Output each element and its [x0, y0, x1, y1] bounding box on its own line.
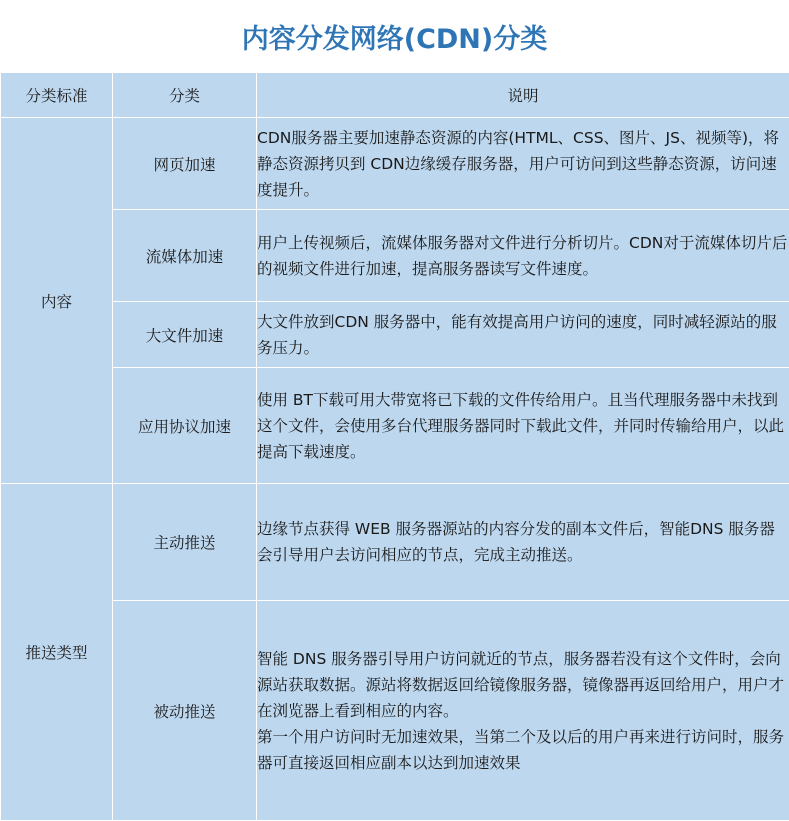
- description-text: 第一个用户访问时无加速效果，当第二个及以后的用户再来进行访问时，服务器可直接返回相应副本以达到加速效果: [257, 724, 789, 776]
- description-cell: [257, 210, 789, 302]
- table-row: [1, 302, 789, 368]
- description-text: 用户上传视频后，流媒体服务器对文件进行分析切片。CDN对于流媒体切片后的视频文件进行加速，提高服务器读写文件速度。: [257, 230, 789, 282]
- table-row: [1, 118, 789, 210]
- header-category: 分类: [113, 73, 257, 118]
- category-cell: 被动推送: [113, 601, 257, 821]
- category-cell: 应用协议加速: [113, 368, 257, 484]
- header-description: 说明: [257, 73, 789, 118]
- table-row: [1, 368, 789, 484]
- description-text: 智能 DNS 服务器引导用户访问就近的节点，服务器若没有这个文件时，会向源站获取数据。源站将数据返回给镜像服务器，镜像器再返回给用户，用户才在浏览器上看到相应的内容。: [257, 646, 789, 724]
- header-criterion: 分类标准: [1, 73, 113, 118]
- category-cell: 流媒体加速: [113, 210, 257, 302]
- description-cell: [257, 368, 789, 484]
- description-cell: [257, 302, 789, 368]
- description-text: 使用 BT下载可用大带宽将已下载的文件传给用户。且当代理服务器中未找到这个文件，会使用多台代理服务器同时下载此文件，并同时传输给用户，以此提高下载速度。: [257, 387, 789, 465]
- category-cell: 大文件加速: [113, 302, 257, 368]
- criterion-cell: 内容: [1, 118, 113, 484]
- page-title: 内容分发网络(CDN)分类: [0, 0, 789, 72]
- header-row: [1, 73, 789, 118]
- table-row: [1, 210, 789, 302]
- description-cell: [257, 118, 789, 210]
- category-cell: 网页加速: [113, 118, 257, 210]
- description-cell: [257, 484, 789, 601]
- description-text: 边缘节点获得 WEB 服务器源站的内容分发的副本文件后，智能DNS 服务器会引导用户去访问相应的节点，完成主动推送。: [257, 516, 789, 568]
- table-row: [1, 484, 789, 601]
- category-cell: 主动推送: [113, 484, 257, 601]
- cdn-classification-table: [0, 72, 789, 821]
- criterion-cell: 推送类型: [1, 484, 113, 821]
- description-text: CDN服务器主要加速静态资源的内容(HTML、CSS、图片、JS、视频等)，将静态资源拷贝到 CDN边缘缓存服务器，用户可访问到这些静态资源，访问速度提升。: [257, 125, 789, 203]
- table-row: [1, 601, 789, 821]
- description-text: 大文件放到CDN 服务器中，能有效提高用户访问的速度，同时减轻源站的服务压力。: [257, 309, 789, 361]
- description-cell: [257, 601, 789, 821]
